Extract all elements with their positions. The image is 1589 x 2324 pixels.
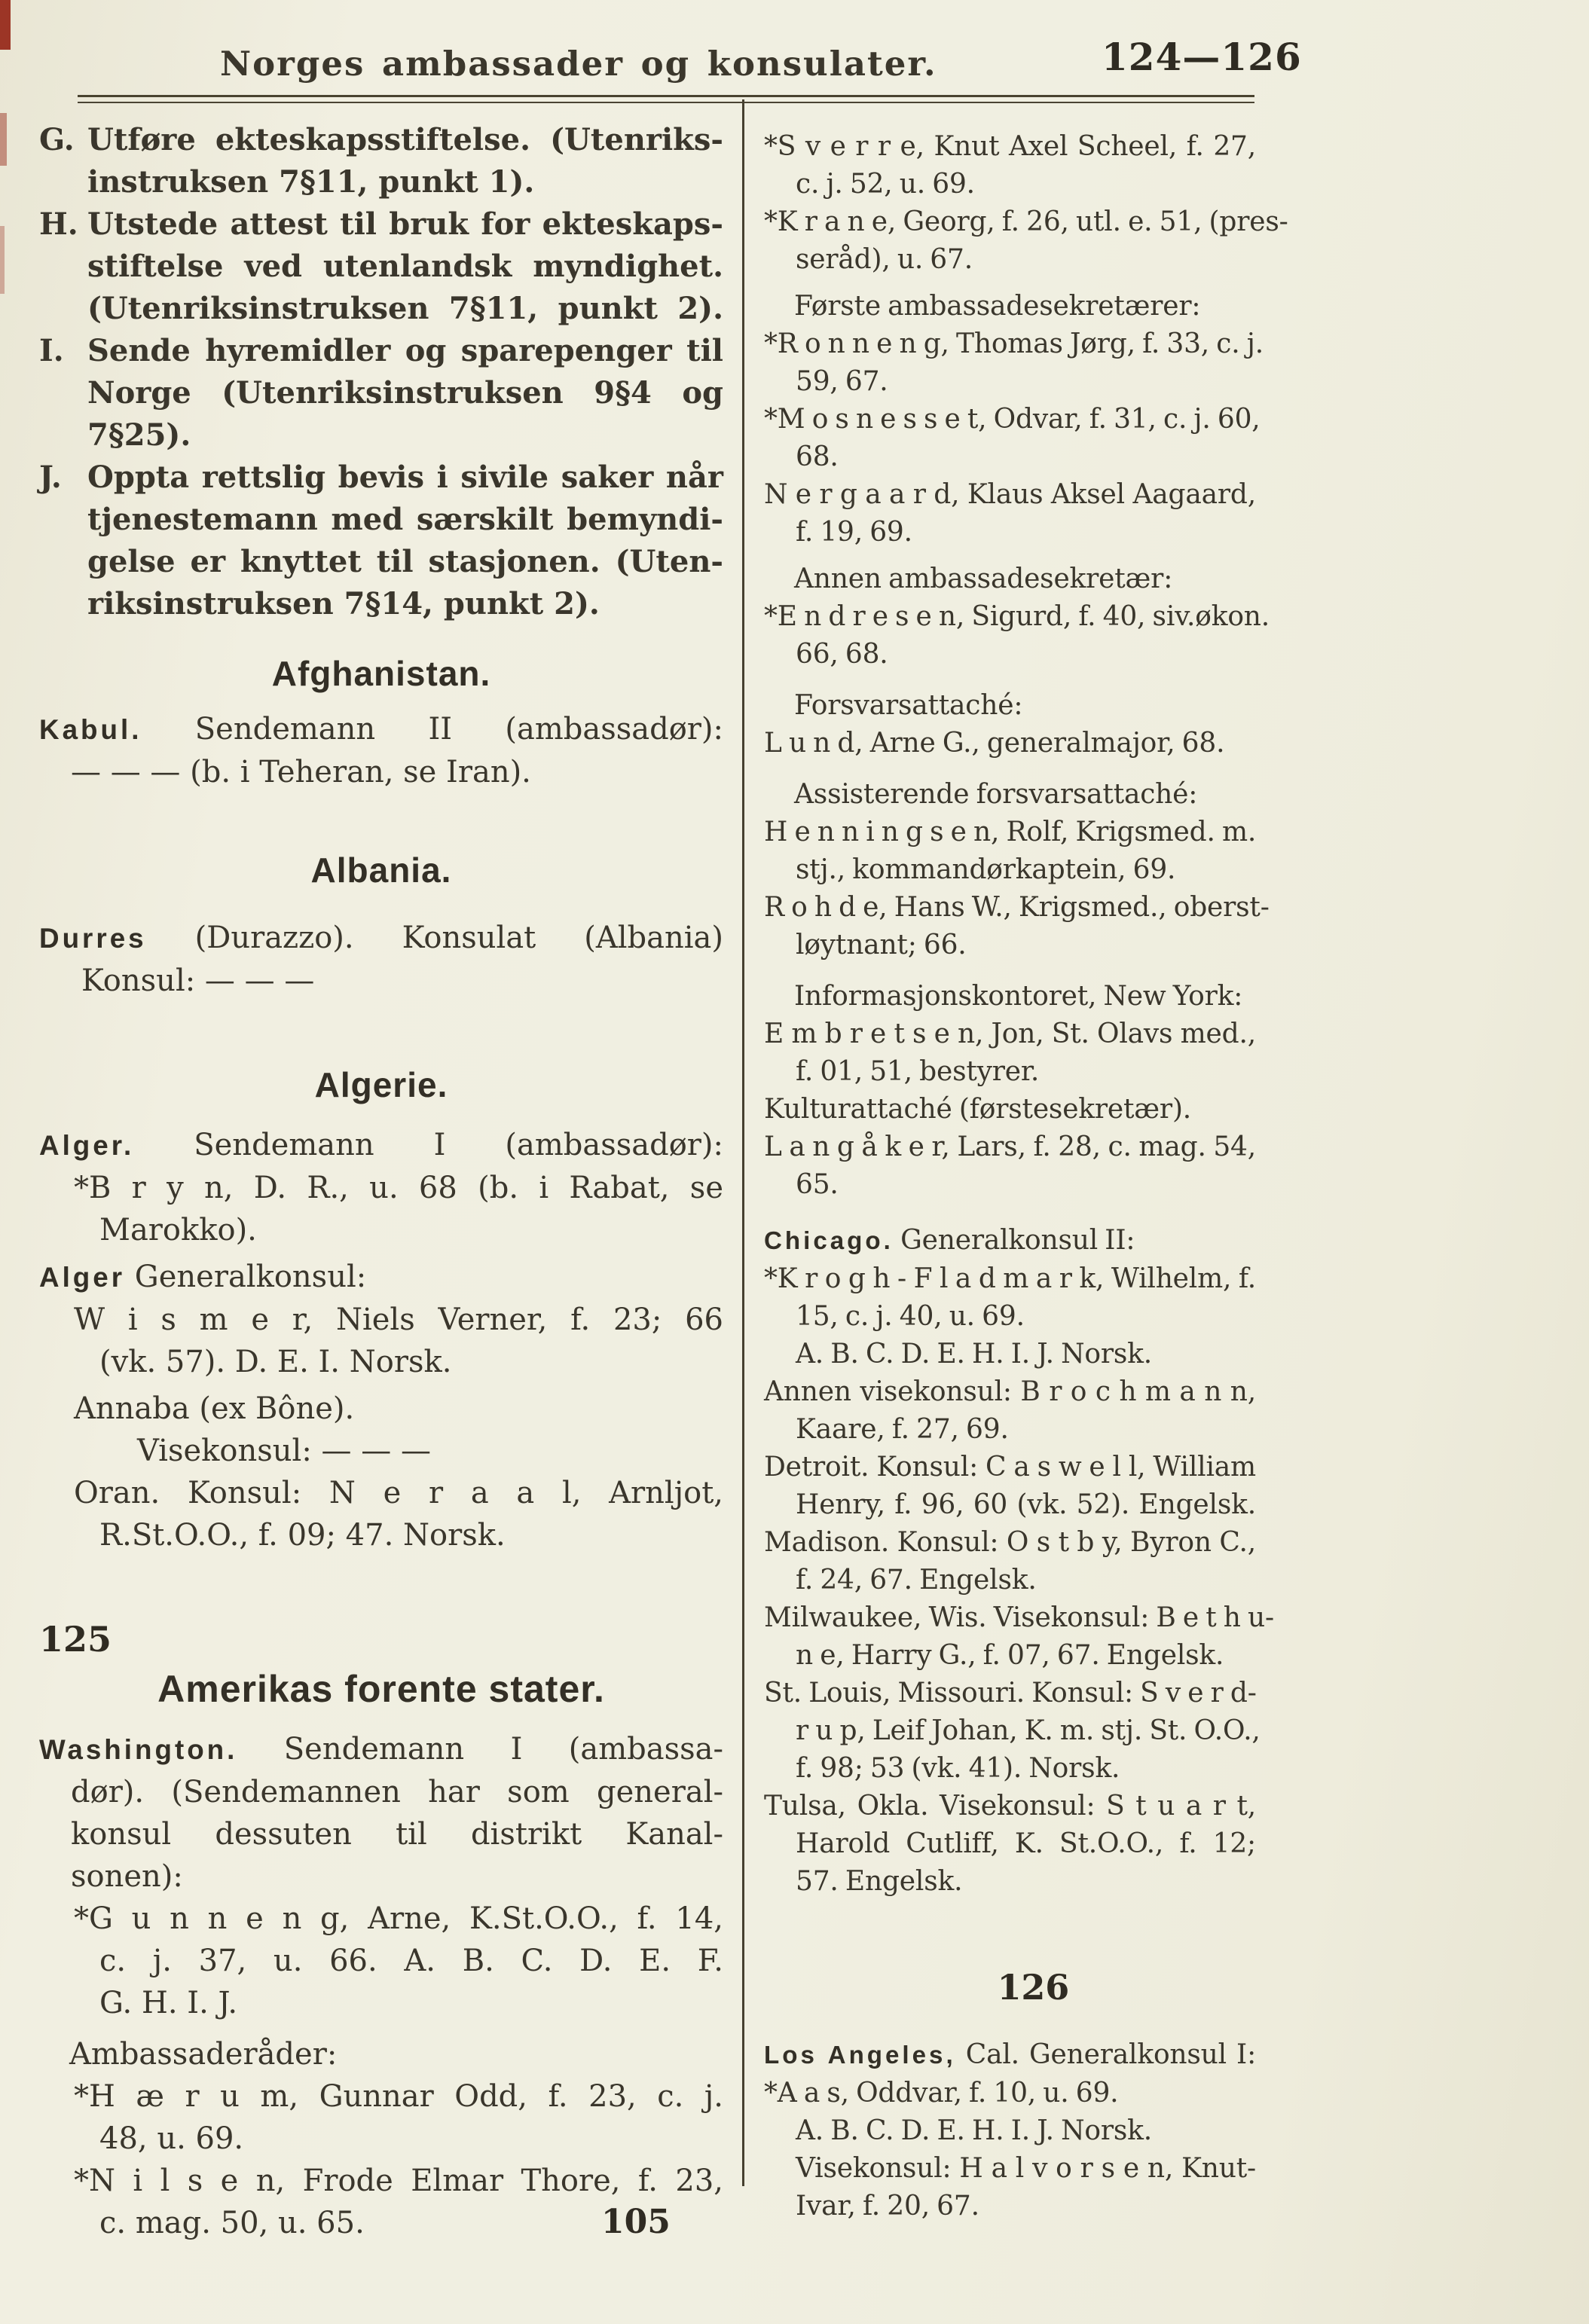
instruction-item-J (39, 457, 723, 625)
entry-text: Sendemann I (ambassadør): (194, 1128, 723, 1162)
person-line: G. H. I. J. (99, 1986, 238, 2020)
instruction-item-G (39, 119, 723, 203)
text-line: stiftelse ved utenlandsk myndighet. (87, 249, 723, 284)
person-line: Ivar, f. 20, 67. (796, 2191, 979, 2222)
entry-milwaukee (764, 1599, 1274, 1675)
entry-sverre (764, 128, 1256, 203)
entry-rohde (764, 889, 1270, 964)
entry-text: f. 98; 53 (vk. 41). Norsk. (796, 1753, 1120, 1784)
role-label-ambassaderaader: Ambassaderåder: (69, 2037, 338, 2072)
person-line: stj., kommandørkaptein, 69. (796, 854, 1176, 885)
entry-gunneng (39, 1898, 723, 2024)
entry-washington (39, 1728, 723, 1898)
running-header-page-range: 124—126 (1102, 35, 1302, 79)
text-line: tjenestemann med særskilt bemyndi- (87, 502, 723, 537)
role-label-first-secretary: Første ambassadesekretærer: (794, 291, 1201, 322)
entry-text: Detroit. Konsul: C a s w e l l, William (764, 1452, 1256, 1483)
role-label-asst-defence-attache: Assisterende forsvarsattaché: (794, 779, 1198, 810)
entry-mosnesset (764, 401, 1261, 476)
header-double-rule (78, 95, 1254, 103)
country-heading-albania: Albania. (310, 851, 452, 890)
person-line: *K r o g h - F l a d m a r k, Wilhelm, f. (764, 1263, 1256, 1294)
country-heading-algerie: Algerie. (314, 1065, 448, 1104)
entry-text: Harold Cutliff, K. St.O.O., f. 12; (796, 1828, 1256, 1859)
role-label-defence-attache: Forsvarsattaché: (794, 690, 1023, 721)
item-marker: H. (39, 206, 78, 242)
item-marker: I. (39, 333, 64, 368)
entry-annaba (39, 1388, 723, 1472)
entry-text: 57. Engelsk. (796, 1866, 963, 1897)
entry-text: Generalkonsul II: (900, 1225, 1135, 1256)
entry-st-louis (764, 1675, 1261, 1788)
person-line: seråd), u. 67. (796, 244, 973, 275)
entry-text: r u p, Leif Johan, K. m. stj. St. O.O., (796, 1715, 1261, 1746)
entry-durres (39, 917, 723, 1002)
text-line: dør). (Sendemannen har som general- (71, 1775, 723, 1809)
entry-text: St. Louis, Missouri. Konsul: S v e r d- (764, 1678, 1257, 1709)
text-line: Norge (Utenriksinstruksen 9§4 og (87, 375, 723, 411)
entry-nergaard (764, 476, 1256, 551)
person-line: c. j. 52, u. 69. (796, 169, 975, 200)
entry-text: Annaba (ex Bône). (74, 1391, 355, 1426)
section-number-125: 125 (39, 1619, 112, 1660)
person-line: W i s m e r, Niels Verner, f. 23; 66 (74, 1302, 723, 1337)
column-divider-rule (742, 99, 744, 2186)
entry-text: n e, Harry G., f. 07, 67. Engelsk. (796, 1640, 1224, 1671)
person-line: E m b r e t s e n, Jon, St. Olavs med., (764, 1018, 1256, 1049)
person-line: R o h d e, Hans W., Krigsmed., oberst- (764, 892, 1270, 923)
city-name: Kabul. (39, 714, 142, 745)
entry-endresen (764, 598, 1270, 673)
vacancy-line: Konsul: — — — (81, 963, 315, 998)
person-line: *R o n n e n g, Thomas Jørg, f. 33, c. j. (764, 328, 1264, 359)
person-line: *N i l s e n, Frode Elmar Thore, f. 23, (74, 2164, 723, 2198)
vacancy-line: Visekonsul: — — — (137, 1434, 431, 1468)
text-line: Sende hyremidler og sparepenger til (87, 333, 723, 368)
city-name: Chicago. (764, 1227, 894, 1255)
person-line: *E n d r e s e n, Sigurd, f. 40, siv.økon. (764, 601, 1270, 632)
page-number-footer: 105 (601, 2203, 671, 2241)
person-line: Marokko). (99, 1213, 257, 1248)
person-line: A. B. C. D. E. H. I. J. Norsk. (796, 1339, 1153, 1370)
entry-kabul (39, 708, 723, 793)
person-line: A. B. C. D. E. H. I. J. Norsk. (796, 2115, 1153, 2146)
entry-text: Sendemann I (ambassa- (283, 1732, 724, 1767)
entry-text: Madison. Konsul: O s t b y, Byron C., (764, 1527, 1256, 1558)
person-line: f. 01, 51, bestyrer. (796, 1056, 1040, 1087)
person-line: *S v e r r e, Knut Axel Scheel, f. 27, (764, 131, 1256, 162)
person-line: *B r y n, D. R., u. 68 (b. i Rabat, se (74, 1171, 723, 1205)
instruction-item-H (39, 203, 723, 330)
entry-alger-generalkonsul (39, 1256, 723, 1383)
text-line: konsul dessuten til distrikt Kanal- (71, 1817, 723, 1852)
office-label-information-office: Informasjonskontoret, New York: (794, 981, 1243, 1012)
text-line: instruksen 7§11, punkt 1). (87, 164, 535, 200)
scan-artifact-red-mark (0, 0, 11, 50)
entry-text: Sendemann II (ambassadør): (194, 712, 724, 747)
entry-chicago (764, 1222, 1256, 1449)
entry-langaker (764, 1128, 1256, 1204)
person-line: *M o s n e s s e t, Odvar, f. 31, c. j. 60, (764, 404, 1261, 435)
item-marker: J. (39, 460, 62, 495)
person-line: 48, u. 69. (99, 2121, 244, 2156)
text-line: (Utenriksinstruksen 7§11, punkt 2). (87, 291, 723, 326)
entry-alger-envoy (39, 1124, 723, 1251)
text-line: Utstede attest til bruk for ekteskaps- (87, 206, 723, 242)
entry-tulsa (764, 1788, 1256, 1901)
text-line: riksinstruksen 7§14, punkt 2). (87, 586, 600, 621)
entry-text: Cal. Generalkonsul I: (965, 2039, 1256, 2070)
country-heading-usa: Amerikas forente stater. (157, 1668, 605, 1710)
entry-henningsen (764, 814, 1256, 889)
person-line: *H æ r u m, Gunnar Odd, f. 23, c. j. (74, 2079, 723, 2114)
entry-text: f. 24, 67. Engelsk. (796, 1565, 1037, 1596)
running-header-title: Norges ambassader og konsulater. (220, 44, 937, 84)
person-line: løytnant; 66. (796, 930, 967, 960)
item-marker: G. (39, 122, 75, 157)
person-line: 65. (796, 1169, 839, 1200)
person-line: 59, 67. (796, 366, 888, 397)
entry-lund: L u n d, Arne G., generalmajor, 68. (764, 728, 1225, 759)
country-heading-afghanistan: Afghanistan. (271, 654, 491, 693)
role-label-second-secretary: Annen ambassadesekretær: (794, 563, 1173, 594)
entry-text: Henry, f. 96, 60 (vk. 52). Engelsk. (796, 1489, 1256, 1520)
role-label-kulturattache: Kulturattaché (førstesekretær). (764, 1094, 1192, 1125)
entry-madison (764, 1524, 1256, 1599)
left-column (39, 119, 723, 2244)
person-line: Visekonsul: H a l v o r s e n, Knut- (796, 2153, 1256, 2184)
entry-embretsen (764, 1015, 1256, 1091)
person-line: c. mag. 50, u. 65. (99, 2206, 365, 2240)
instruction-item-I (39, 330, 723, 457)
text-line: Oppta rettslig bevis i sivile saker når (87, 460, 723, 495)
person-line: Annen visekonsul: B r o c h m a n n, (764, 1376, 1256, 1407)
entry-krane (764, 203, 1288, 279)
text-line: sonen): (71, 1859, 183, 1894)
scan-artifact-red-mark (0, 113, 7, 166)
person-line: Kaare, f. 27, 69. (796, 1414, 1009, 1445)
person-line: L a n g å k e r, Lars, f. 28, c. mag. 54, (764, 1131, 1256, 1162)
city-name: Washington. (39, 1734, 238, 1765)
city-name: Alger (39, 1262, 126, 1293)
person-line: *A a s, Oddvar, f. 10, u. 69. (764, 2078, 1119, 2109)
entry-text: Generalkonsul: (134, 1260, 367, 1294)
person-line: H e n n i n g s e n, Rolf, Krigsmed. m. (764, 817, 1257, 847)
person-line: *K r a n e, Georg, f. 26, utl. e. 51, (pres- (764, 206, 1288, 237)
city-name: Durres (39, 923, 147, 954)
entry-text: (Durazzo). Konsulat (Albania) (194, 921, 724, 955)
entry-text: Tulsa, Okla. Visekonsul: S t u a r t, (764, 1791, 1256, 1822)
person-line: 68. (796, 441, 839, 472)
person-line: 15, c. j. 40, u. 69. (796, 1301, 1025, 1332)
person-line: 66, 68. (796, 639, 888, 670)
entry-text: Milwaukee, Wis. Visekonsul: B e t h u- (764, 1602, 1274, 1633)
vacancy-line: — — — (b. i Teheran, se Iran). (71, 755, 531, 789)
entry-ronneng (764, 325, 1264, 401)
text-line: 7§25). (87, 417, 191, 453)
city-name: Alger. (39, 1130, 135, 1161)
entry-text: R.St.O.O., f. 09; 47. Norsk. (99, 1518, 506, 1553)
city-name: Los Angeles, (764, 2042, 956, 2069)
section-number-126: 126 (997, 1967, 1069, 2008)
entry-los-angeles (764, 2036, 1256, 2225)
person-line: (vk. 57). D. E. I. Norsk. (99, 1345, 452, 1379)
scan-artifact-red-mark (0, 226, 5, 294)
person-line: N e r g a a r d, Klaus Aksel Aagaard, (764, 479, 1256, 510)
person-line: *G u n n e n g, Arne, K.St.O.O., f. 14, (74, 1901, 723, 1936)
entry-oran (39, 1472, 723, 1556)
text-line: Utføre ekteskapsstiftelse. (Utenriks- (87, 122, 723, 157)
right-column (764, 128, 1288, 2225)
text-line: gelse er knyttet til stasjonen. (Uten- (87, 544, 723, 579)
person-line: c. j. 37, u. 66. A. B. C. D. E. F. (99, 1944, 723, 1978)
entry-haerum (39, 2075, 723, 2160)
person-line: f. 19, 69. (796, 517, 912, 548)
entry-text: Oran. Konsul: N e r a a l, Arnljot, (74, 1476, 723, 1510)
entry-detroit (764, 1449, 1256, 1524)
